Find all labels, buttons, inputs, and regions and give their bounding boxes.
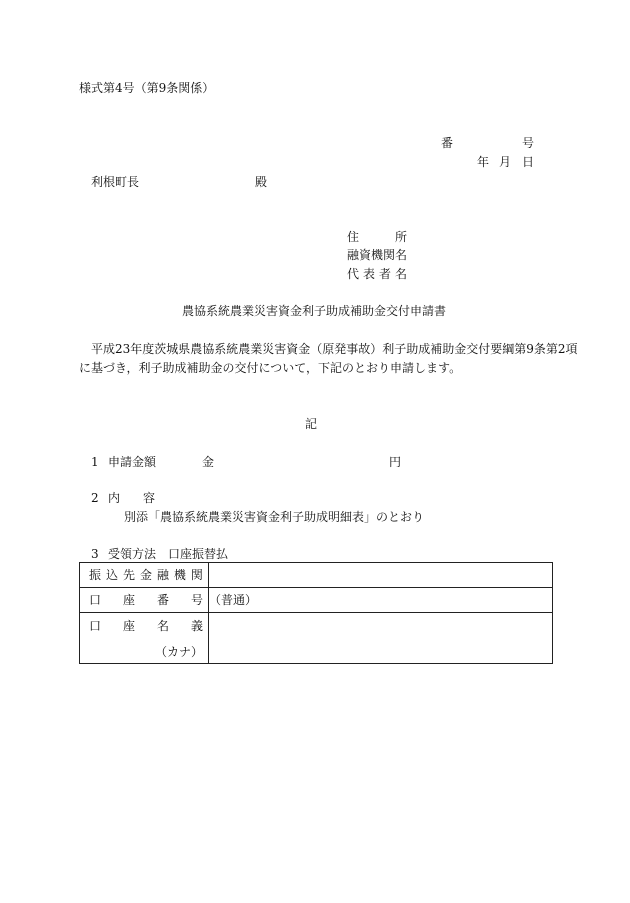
account-holder-label-cell <box>80 613 209 664</box>
applicant-address-label: 住 所 <box>347 230 407 244</box>
item-3-label: 受領方法 <box>108 547 157 561</box>
recipient-name: 利根町長 <box>91 175 140 189</box>
amount-yen-label: 円 <box>389 455 402 469</box>
account-holder-value-cell[interactable] <box>209 613 553 664</box>
receipt-method: 口座振替払 <box>168 547 229 561</box>
account-holder-label: 口 座 名 義 <box>89 618 203 633</box>
number-ban-label: 番 <box>441 136 454 150</box>
item-1-label: 申請金額 <box>108 455 157 469</box>
item-2-number: 2 <box>91 491 99 505</box>
date-year-label: 年 <box>477 155 490 169</box>
bank-institution-label-cell <box>80 563 209 588</box>
applicant-institution-label: 融資機関名 <box>347 248 408 262</box>
account-number-value-cell[interactable] <box>209 588 553 613</box>
recipient-honorific: 殿 <box>255 175 268 189</box>
bank-institution-value-cell[interactable] <box>209 563 553 588</box>
date-month-label: 月 <box>499 155 512 169</box>
ki-heading: 記 <box>305 417 318 431</box>
table-row <box>80 613 553 664</box>
item-2-content: 別添「農協系統農業災害資金利子助成明細表」のとおり <box>124 510 425 524</box>
document-title: 農協系統農業災害資金利子助成補助金交付申請書 <box>182 304 447 318</box>
item-1-number: 1 <box>91 455 99 469</box>
account-type-label: （普通） <box>209 593 258 607</box>
item-2-label: 内 容 <box>108 491 155 505</box>
account-number-label-cell <box>80 588 209 613</box>
bank-account-table <box>79 562 553 664</box>
kana-label: （カナ） <box>154 644 203 659</box>
table-row <box>80 563 553 588</box>
bank-institution-label: 振 込 先 金 融 機 関 <box>89 568 203 582</box>
table-row <box>80 588 553 613</box>
amount-kin-label: 金 <box>202 455 215 469</box>
number-go-label: 号 <box>522 136 535 150</box>
item-3-number: 3 <box>91 547 99 561</box>
body-line-1: 平成23年度茨城県農協系統農業災害資金（原発事故）利子助成補助金交付要綱第9条第2項 <box>91 342 578 356</box>
form-number: 様式第4号（第9条関係） <box>79 81 215 95</box>
date-day-label: 日 <box>522 155 535 169</box>
applicant-representative-label: 代 表 者 名 <box>347 267 407 281</box>
body-line-2: に基づき，利子助成補助金の交付について，下記のとおり申請します。 <box>79 361 462 375</box>
account-number-label: 口 座 番 号 <box>89 593 203 607</box>
